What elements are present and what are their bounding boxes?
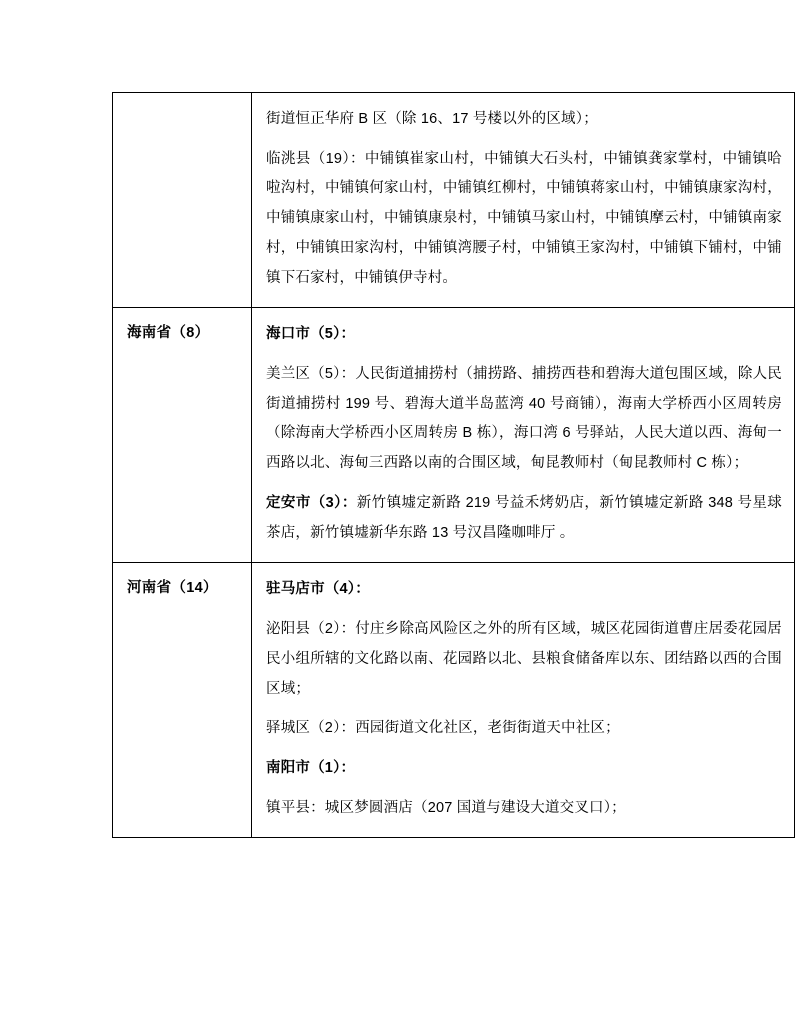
- city-heading: 驻马店市（4）：: [266, 581, 370, 598]
- province-cell: [113, 93, 252, 308]
- city-heading: 南阳市（1）：: [266, 759, 356, 776]
- content-paragraph: 镇平县：城区梦圆酒店（207 国道与建设大道交叉口）；: [266, 799, 626, 816]
- table-row: [113, 93, 795, 308]
- content-stack: [266, 575, 782, 823]
- city-heading-inline: 定安市（3）：: [266, 494, 357, 511]
- city-heading: 海口市（5）：: [266, 326, 356, 343]
- content-paragraph: 泌阳县（2）：付庄乡除高风险区之外的所有区域，城区花园街道曹庄居委花园居民小组所辖的文化路以南、花园路以北、县粮食储备库以东、团结路以西的合围区域；: [266, 621, 782, 697]
- content-paragraph: 临洮县（19）：中铺镇崔家山村，中铺镇大石头村，中铺镇龚家掌村，中铺镇哈啦沟村，中铺镇何家山村，中铺镇红柳村，中铺镇蒋家山村，中铺镇康家沟村，中铺镇康家山村，中铺镇康泉村，中铺镇马家山村，中铺镇摩云村，中铺镇南家村，中铺镇田家沟村，中铺镇湾腰子村，中铺镇王家沟村，中铺镇下铺村，中铺镇下石家村，中铺镇伊寺村。: [266, 150, 782, 286]
- content-paragraph: 街道恒正华府 B 区（除 16、17 号楼以外的区域）；: [266, 111, 598, 127]
- province-label: 河南省（14）: [127, 580, 218, 597]
- content-paragraph: [266, 489, 782, 548]
- content-stack: [266, 320, 782, 548]
- content-cell: [252, 93, 795, 308]
- province-cell: [113, 308, 252, 563]
- content-paragraph-rest: 新竹镇墟定新路 219 号益禾烤奶店，新竹镇墟定新路 348 号星球茶店，新竹镇墟新华东路 13 号汉昌隆咖啡厅 。: [266, 494, 782, 541]
- table-row: [113, 563, 795, 838]
- content-stack: [266, 105, 782, 293]
- table-row: [113, 308, 795, 563]
- risk-area-table: [112, 92, 795, 838]
- province-label: 海南省（8）: [127, 325, 210, 342]
- content-paragraph: 驿城区（2）：西园街道文化社区，老街街道天中社区；: [266, 720, 620, 737]
- content-paragraph: 美兰区（5）：人民街道捕捞村（捕捞路、捕捞西巷和碧海大道包围区域，除人民街道捕捞村 199 号、碧海大道半岛蓝湾 40 号商铺），海南大学桥西小区周转房（除海南大学桥西小区周转房 B 栋），海口湾 6 号驿站，人民大道以西、海甸一西路以北、海甸三西路以南的合围区域，甸昆教师村（甸昆教师村 C 栋）；: [266, 366, 782, 472]
- content-cell: [252, 563, 795, 838]
- content-cell: [252, 308, 795, 563]
- province-cell: [113, 563, 252, 838]
- table-body: [113, 93, 795, 838]
